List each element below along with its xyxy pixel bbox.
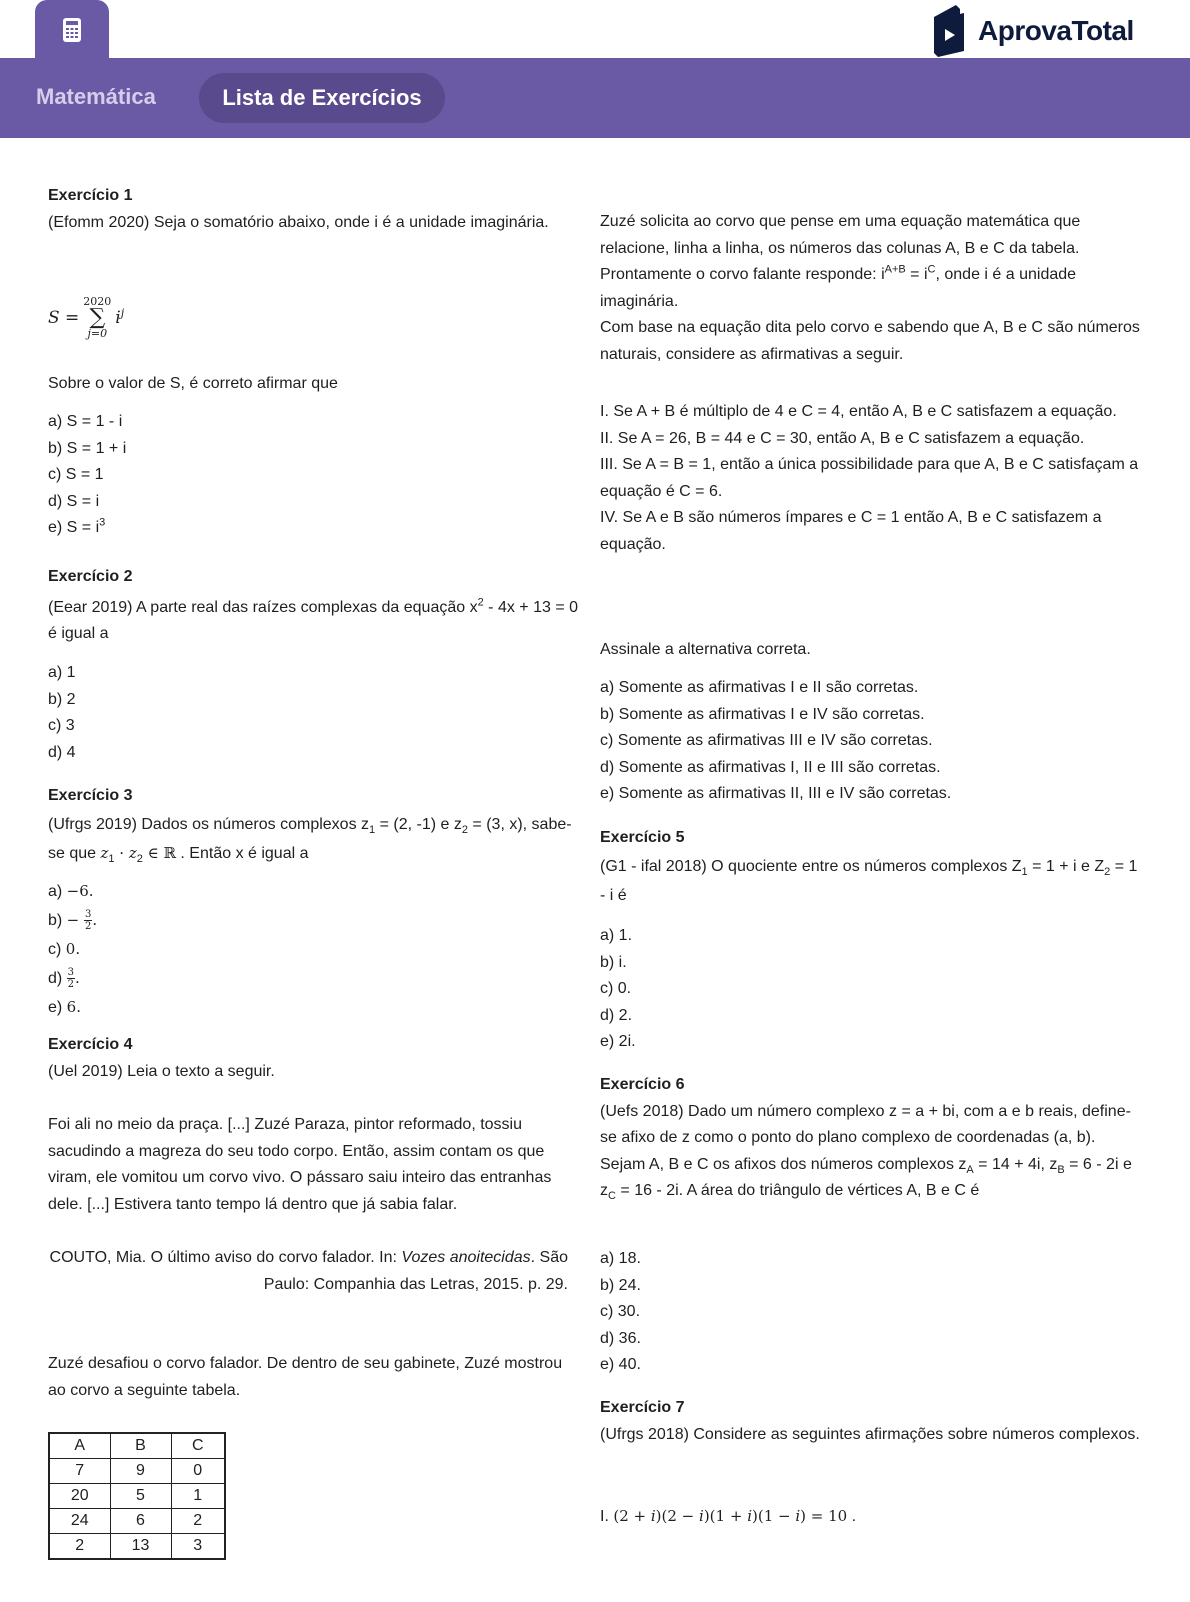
table-cell: 2 [171, 1509, 225, 1534]
superscript: 3 [99, 516, 106, 529]
table-row [49, 1459, 225, 1484]
text-segment: . Então x é igual a [175, 844, 309, 862]
math-text: ) = 10 [800, 1507, 848, 1525]
sum-upper: 2020 [83, 295, 112, 308]
text-segment: d) 4 [48, 743, 76, 761]
option-item[interactable] [600, 1352, 1145, 1379]
fraction: $\frac{3}{2}$ [85, 909, 92, 933]
math-text: ∈ ℝ [142, 843, 176, 862]
math-text: 0. [65, 940, 81, 958]
exercise-text: (Efomm 2020) Seja o somatório abaixo, onde i é a unidade imaginária. [48, 213, 549, 231]
text-segment: = (3, x), sabe-se que [48, 815, 572, 862]
table-cell: A [49, 1433, 110, 1459]
text-segment: c) S = 1 [48, 466, 104, 483]
subscript: 1 [108, 852, 115, 865]
statement-1 [600, 1503, 1145, 1531]
statement-item: II. Se A = 26, B = 44 e C = 30, então A, B e C satisfazem a equação. [600, 429, 1085, 447]
text-segment: - 4x + 13 = 0 é igual a [48, 598, 578, 642]
text-segment: b) S = 1 + i [48, 439, 127, 457]
text-segment: d) S = i [48, 492, 100, 510]
text-segment: c) 30. [600, 1303, 641, 1320]
exercise-2 [48, 564, 578, 648]
exercise-6 [600, 1072, 1145, 1205]
text-segment: , onde i é a unidade imaginária. [600, 266, 1077, 310]
table-cell: 3 [171, 1534, 225, 1560]
exercise-text: (Ufrgs 2018) Considere as seguintes afirmações sobre números complexos. [600, 1425, 1140, 1443]
exercise-text [48, 810, 578, 868]
option-item[interactable] [600, 950, 1145, 977]
text-segment: a) S = 1 - i [48, 413, 123, 430]
subscript: 1 [369, 823, 376, 836]
math-text: (2 + [613, 1507, 651, 1525]
exercise-3 [48, 783, 578, 868]
exercise-4 [48, 1032, 578, 1085]
table-cell: 2 [49, 1534, 110, 1560]
text-segment: = i [905, 266, 928, 283]
statements-list [600, 399, 1145, 558]
text-segment: (Ufrgs 2019) Dados os números complexos z [48, 815, 370, 833]
options-list [600, 923, 1145, 1056]
breadcrumb-subject[interactable]: Matemática [36, 84, 156, 109]
text-segment: COUTO, Mia. O último aviso do corvo falador. In: [49, 1249, 402, 1266]
math-text: −6. [66, 882, 94, 900]
table-cell: 1 [171, 1484, 225, 1509]
option-item[interactable] [600, 1273, 1145, 1300]
text-segment: (Eear 2019) A parte real das raízes complexas da equação x [48, 598, 478, 616]
option-item[interactable] [48, 660, 578, 687]
option-item[interactable] [48, 409, 578, 436]
math-variable: z [128, 843, 137, 862]
exercise-text [48, 595, 578, 648]
option-item[interactable] [600, 1029, 1145, 1056]
text-segment: = 16 - 2i. A área do triângulo de vértices A, B e C é [615, 1182, 980, 1199]
text-segment: c) [48, 941, 66, 958]
book-play-icon [930, 5, 968, 57]
text-segment: = 1 - i é [600, 857, 1138, 904]
exercise-7 [600, 1395, 1145, 1448]
text-segment: e) [48, 999, 67, 1016]
text-segment: e) 2i. [600, 1033, 636, 1050]
exercise-title: Exercício 1 [48, 187, 133, 204]
table-cell: 6 [110, 1509, 171, 1534]
statement-item: I. Se A + B é múltiplo de 4 e C = 4, então A, B e C satisfazem a equação. [600, 403, 1117, 420]
sum-lower: j=0 [87, 327, 108, 340]
options-list [48, 877, 578, 1022]
text-segment: c) Somente as afirmativas III e IV são corretas. [600, 732, 933, 749]
text-segment: b) Somente as afirmativas I e IV são corretas. [600, 705, 925, 723]
exercise-text [600, 1099, 1145, 1205]
superscript: A+B [884, 263, 906, 276]
italic-title: Vozes anoitecidas [401, 1249, 531, 1266]
sum-term: $i^j$ [115, 306, 125, 328]
math-text: − [66, 911, 85, 929]
text-segment: e) Somente as afirmativas II, III e IV são corretas. [600, 785, 952, 802]
text-segment: . São Paulo: Companhia das Letras, 2015. p. 29. [263, 1249, 568, 1293]
table-cell: 0 [171, 1459, 225, 1484]
text-segment: I. [600, 1508, 614, 1525]
table-cell: B [110, 1433, 171, 1459]
text-segment: . [847, 1508, 857, 1525]
fraction: $\frac{3}{2}$ [67, 967, 75, 991]
text-segment: b) 24. [600, 1276, 641, 1294]
option-item[interactable] [48, 740, 578, 767]
text-segment: c) 3 [48, 717, 75, 734]
option-item[interactable] [600, 675, 1145, 702]
text-segment: d) 2. [600, 1006, 633, 1024]
option-item[interactable] [48, 462, 578, 489]
text-segment: a) 18. [600, 1250, 641, 1267]
math-text: . [92, 911, 98, 929]
text-segment: d) Somente as afirmativas I, II e III são corretas. [600, 758, 941, 776]
option-item[interactable] [48, 713, 578, 740]
exercise-title: Exercício 3 [48, 787, 133, 804]
math-text: )(2 − [655, 1507, 700, 1525]
table-cell: 9 [110, 1459, 171, 1484]
option-item[interactable] [600, 1326, 1145, 1353]
table-cell: 13 [110, 1534, 171, 1560]
data-table [48, 1432, 226, 1560]
math-text: )(1 + [703, 1507, 748, 1525]
math-text: 6. [66, 998, 81, 1016]
option-item[interactable] [600, 1003, 1145, 1030]
exercise-question: Sobre o valor de S, é correto afirmar que [48, 375, 338, 392]
subscript: A [966, 1163, 974, 1176]
options-list [600, 675, 1145, 808]
superscript: 2 [477, 596, 484, 609]
subscript: 2 [136, 852, 143, 865]
calculator-icon [63, 18, 81, 42]
superscript: C [927, 263, 936, 276]
text-segment: a) Somente as afirmativas I e II são corretas. [600, 679, 919, 696]
math-variable: z [100, 843, 109, 862]
option-item[interactable] [48, 489, 578, 516]
text-segment: = (2, -1) e z [375, 815, 462, 833]
options-list [600, 1246, 1145, 1379]
text-segment: a) 1. [600, 927, 633, 944]
math-variable: i [650, 1507, 656, 1525]
text-segment: d) [48, 970, 67, 987]
prompt: Assinale a alternativa correta. [600, 641, 811, 658]
option-item[interactable] [600, 781, 1145, 808]
math-variable: i [747, 1507, 752, 1525]
option-item[interactable] [48, 515, 578, 542]
text-segment: a) 1 [48, 664, 76, 681]
option-item[interactable] [48, 993, 578, 1022]
option-item[interactable] [48, 935, 578, 964]
statement-item: IV. Se A e B são números ímpares e C = 1 então A, B e C satisfazem a equação. [600, 509, 1102, 553]
option-item[interactable] [48, 436, 578, 463]
exercise-title: Exercício 7 [600, 1399, 685, 1416]
exercise-title: Exercício 2 [48, 568, 133, 585]
exercise-title: Exercício 4 [48, 1036, 133, 1053]
text-segment: = 6 - 2i e z [600, 1155, 1132, 1199]
continuation-text [600, 209, 1145, 368]
option-item[interactable] [48, 906, 578, 935]
table-cell: C [171, 1433, 225, 1459]
option-item[interactable] [600, 923, 1145, 950]
subscript: C [608, 1190, 616, 1203]
math-variable: i [795, 1507, 801, 1525]
text-segment: Zuzé solicita ao corvo que pense em uma equação matemática que relacione, linha a linha, os números das colunas A, B e C da tabela. Prontamente o corvo falante responde: i [600, 213, 1081, 283]
option-item[interactable] [600, 755, 1145, 782]
option-item[interactable] [600, 728, 1145, 755]
math-text: )(1 − [752, 1507, 796, 1525]
math-text: . [75, 969, 80, 987]
option-item[interactable] [48, 964, 578, 993]
statement-item: III. Se A = B = 1, então a única possibilidade para que A, B e C satisfaçam a equação é C = 6. [600, 456, 1139, 500]
citation [48, 1245, 568, 1298]
logo-text: AprovaTotal [978, 15, 1134, 46]
text-segment: e) S = i [48, 519, 100, 536]
text-segment: e) 40. [600, 1356, 641, 1373]
text-segment: a) [48, 883, 67, 900]
table-row [49, 1484, 225, 1509]
text-segment: Com base na equação dita pelo corvo e sabendo que A, B e C são números naturais, considere as afirmativas a seguir. [600, 319, 1140, 363]
table-cell: 7 [49, 1459, 110, 1484]
subscript: 1 [1021, 865, 1028, 878]
sigma-symbol: 2020 ∑ j=0 [83, 295, 112, 340]
math-variable: i [699, 1507, 704, 1525]
text-segment: = 1 + i e Z [1027, 857, 1105, 875]
option-item[interactable] [48, 877, 578, 906]
passage: Foi ali no meio da praça. [...] Zuzé Paraza, pintor reformado, tossiu sacudindo a magreza do seu todo corpo. Então, assim contam os que viram, ele vomitou um corvo vivo. O pássaro saiu inteiro das entranhas dele. [...] Estivera tanto tempo lá dentro que já sabia falar. [48, 1116, 552, 1213]
exercise-title: Exercício 6 [600, 1076, 685, 1093]
exercise-title: Exercício 5 [600, 829, 685, 846]
text-segment: c) 0. [600, 980, 632, 997]
sum-formula [48, 296, 578, 340]
text-segment: = 14 + 4i, z [973, 1155, 1058, 1173]
table-header-row [49, 1433, 225, 1459]
breadcrumb-current[interactable]: Lista de Exercícios [199, 73, 445, 123]
subscript: 2 [1104, 865, 1111, 878]
challenge-text: Zuzé desafiou o corvo falador. De dentro de seu gabinete, Zuzé mostrou ao corvo a seguinte tabela. [48, 1355, 563, 1399]
exercise-5 [600, 825, 1145, 910]
table-cell: 24 [49, 1509, 110, 1534]
option-item[interactable] [48, 687, 578, 714]
options-list [48, 409, 578, 542]
options-list [48, 660, 578, 766]
table-row [49, 1509, 225, 1534]
table-cell: 5 [110, 1484, 171, 1509]
table-row [49, 1534, 225, 1560]
text-segment: (Uefs 2018) Dado um número complexo z = a + bi, com a e b reais, define-se afixo de z como o ponto do plano complexo de coordenadas (a, b). Sejam A, B e C os afixos dos números complexos z [600, 1102, 1131, 1173]
text-segment: b) 2 [48, 690, 76, 708]
data-table-wrap [48, 1432, 578, 1560]
subscript: B [1057, 1163, 1065, 1176]
exercise-1 [48, 183, 578, 236]
option-item[interactable] [600, 976, 1145, 1003]
table-cell: 20 [49, 1484, 110, 1509]
text-segment: b) i. [600, 953, 627, 971]
exercise-text: (Uel 2019) Leia o texto a seguir. [48, 1062, 275, 1080]
text-segment: (G1 - ifal 2018) O quociente entre os números complexos Z [600, 857, 1022, 875]
option-item[interactable] [600, 1299, 1145, 1326]
text-segment: b) [48, 912, 67, 929]
subscript: 2 [461, 823, 468, 836]
math-text: · [114, 843, 129, 862]
text-segment: d) 36. [600, 1329, 641, 1347]
logo[interactable] [930, 5, 1134, 57]
option-item[interactable] [600, 702, 1145, 729]
option-item[interactable] [600, 1246, 1145, 1273]
breadcrumb-bar [0, 58, 1190, 138]
calculator-tab[interactable] [35, 0, 109, 60]
formula-lhs: S = [48, 307, 80, 328]
exercise-text [600, 852, 1145, 910]
